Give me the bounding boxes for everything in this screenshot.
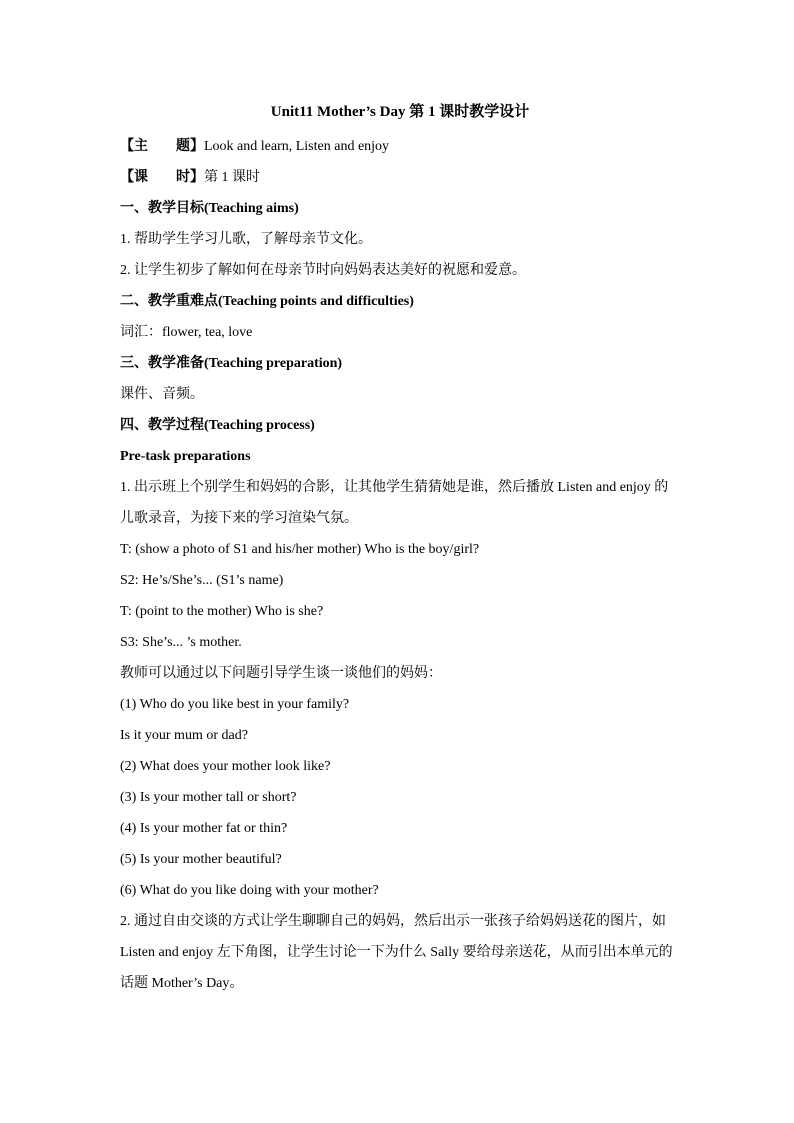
topic-label: 【主 题】: [120, 139, 204, 154]
question-1-followup: Is it your mum or dad?: [120, 728, 248, 743]
meta-period: [120, 162, 680, 193]
section-heading-preparation: 三、教学准备(Teaching preparation): [120, 356, 343, 371]
process-step-2: 2. 通过自由交谈的方式让学生聊聊自己的妈妈，然后出示一张孩子给妈妈送花的图片，如 Listen and enjoy 左下角图，让学生讨论一下为什么 Sally 要给母亲送花，从而引出本单元的话题 Mother’s Day。: [120, 914, 673, 991]
question-6: (6) What do you like doing with your mother?: [120, 883, 379, 898]
guide-text: 教师可以通过以下问题引导学生谈一谈他们的妈妈：: [120, 666, 442, 681]
aim-item-1: 1. 帮助学生学习儿歌，了解母亲节文化。: [120, 232, 372, 247]
document-title: Unit11 Mother’s Day 第 1 课时教学设计: [270, 104, 530, 120]
question-1: (1) Who do you like best in your family?: [120, 697, 350, 712]
dialog-line-3: T: (point to the mother) Who is she?: [120, 604, 324, 619]
meta-topic: [120, 131, 680, 162]
section-heading-aims: 一、教学目标(Teaching aims): [120, 201, 299, 216]
question-3: (3) Is your mother tall or short?: [120, 790, 297, 805]
question-5: (5) Is your mother beautiful?: [120, 852, 282, 867]
preparation-text: 课件、音频。: [120, 387, 204, 402]
process-step-1: 1. 出示班上个别学生和妈妈的合影，让其他学生猜猜她是谁，然后播放 Listen and enjoy 的儿歌录音，为接下来的学习渲染气氛。: [120, 480, 669, 526]
dialog-line-4: S3: She’s... ’s mother.: [120, 635, 242, 650]
aim-item-2: 2. 让学生初步了解如何在母亲节时向妈妈表达美好的祝愿和爱意。: [120, 263, 526, 278]
dialog-line-1: T: (show a photo of S1 and his/her mother) Who is the boy/girl?: [120, 542, 480, 557]
document-page: [120, 100, 680, 999]
period-label: 【课 时】: [120, 170, 204, 185]
question-4: (4) Is your mother fat or thin?: [120, 821, 288, 836]
vocabulary-line: 词汇：flower, tea, love: [120, 325, 253, 340]
subheading-pretask: Pre-task preparations: [120, 449, 251, 464]
period-value: 第 1 课时: [204, 170, 260, 185]
question-2: (2) What does your mother look like?: [120, 759, 331, 774]
dialog-line-2: S2: He’s/She’s... (S1’s name): [120, 573, 284, 588]
section-heading-process: 四、教学过程(Teaching process): [120, 418, 315, 433]
topic-value: Look and learn, Listen and enjoy: [204, 139, 390, 154]
section-heading-points: 二、教学重难点(Teaching points and difficulties): [120, 294, 414, 309]
